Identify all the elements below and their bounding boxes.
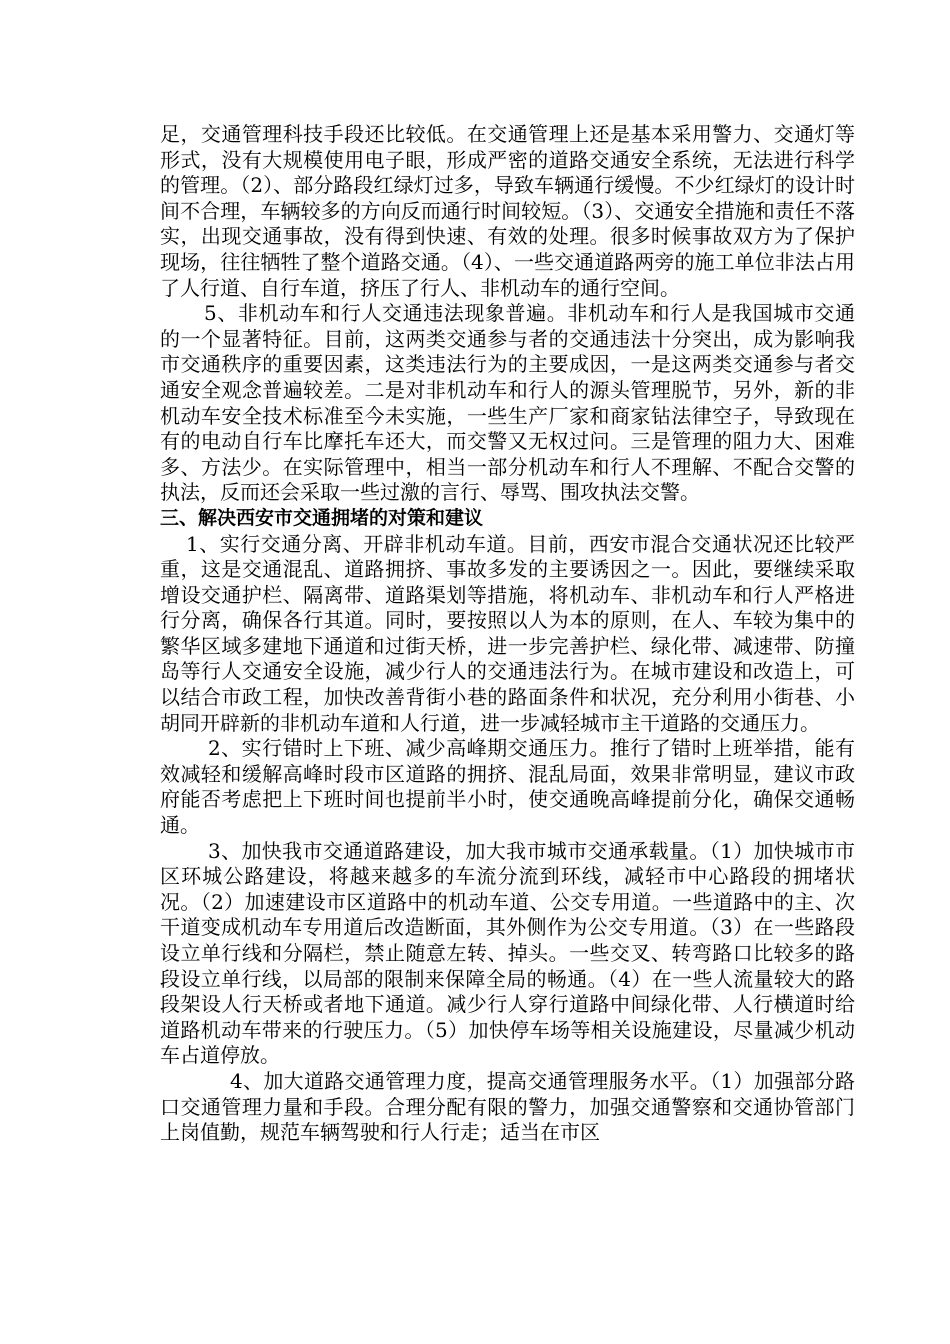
paragraph-traffic-management-issues: 足，交通管理科技手段还比较低。在交通管理上还是基本采用警力、交通灯等形式，没有大规模使用电子眼，形成严密的道路交通安全系统，无法进行科学的管理。（2）、部分路段红绿灯过多，导致车辆通行缓慢。不少红绿灯的设计时间不合理，车辆较多的方向反而通行时间较短。（3）、交通安全措施和责任不落实，出现交通事故，没有得到快速、有效的处理。很多时候事故双方为了保护现场，往往牺牲了整个道路交通。（4）、一些交通道路两旁的施工单位非法占用了人行道、自行车道，挤压了行人、非机动车的通行空间。	[160, 122, 855, 300]
paragraph-non-motor-violations: 5、非机动车和行人交通违法现象普遍。非机动车和行人是我国城市交通的一个显著特征。目前，这两类交通参与者的交通违法十分突出，成为影响我市交通秩序的重要因素，这类违法行为的主要成因，一是这两类交通参与者交通安全观念普遍较差。二是对非机动车和行人的源头管理脱节，另外，新的非机动车安全技术标准至今未实施，一些生产厂家和商家钻法律空子，导致现在有的电动自行车比摩托车还大，而交警又无权过问。三是管理的阻力大、困难多、方法少。在实际管理中，相当一部分机动车和行人不理解、不配合交警的执法，反而还会采取一些过激的言行、辱骂、围攻执法交警。	[160, 301, 855, 505]
section-heading-solutions: 三、解决西安市交通拥堵的对策和建议	[160, 506, 484, 529]
paragraph-traffic-enforcement: 4、加大道路交通管理力度，提高交通管理服务水平。（1）加强部分路口交通管理力量和手段。合理分配有限的警力，加强交通警察和交通协管部门上岗值勤，规范车辆驾驶和行人行走；适当在市区	[160, 1068, 855, 1145]
paragraph-staggered-hours: 2、实行错时上下班、减少高峰期交通压力。推行了错时上班举措，能有效减轻和缓解高峰时段市区道路的拥挤、混乱局面，效果非常明显，建议市政府能否考虑把上下班时间也提前半小时，使交通晚高峰提前分化，确保交通畅通。	[160, 736, 855, 838]
paragraph-traffic-separation: 1、实行交通分离、开辟非机动车道。目前，西安市混合交通状况还比较严重，这是交通混乱、道路拥挤、事故多发的主要诱因之一。因此，要继续采取增设交通护栏、隔离带、道路渠划等措施，将机动车、非机动车和行人严格进行分离，确保各行其道。同时，要按照以人为本的原则，在人、车较为集中的繁华区域多建地下通道和过街天桥，进一步完善护栏、绿化带、减速带、防撞岛等行人交通安全设施，减少行人的交通违法行为。在城市建设和改造上，可以结合市政工程，加快改善背街小巷的路面条件和状况，充分利用小街巷、小胡同开辟新的非机动车道和人行道，进一步减轻城市主干道路的交通压力。	[160, 531, 855, 735]
document-page	[160, 122, 855, 1146]
paragraph-road-construction: 3、加快我市交通道路建设，加大我市城市交通承载量。（1）加快城市市区环城公路建设，将越来越多的车流分流到环线，减轻市中心路段的拥堵状况。（2）加速建设市区道路中的机动车道、公交专用道。一些道路中的主、次干道变成机动车专用道后改造断面，其外侧作为公交专用道。（3）在一些路段设立单行线和分隔栏，禁止随意左转、掉头。一些交叉、转弯路口比较多的路段设立单行线，以局部的限制来保障全局的畅通。（4）在一些人流量较大的路段架设人行天桥或者地下通道。减少行人穿行道路中间绿化带、人行横道时给道路机动车带来的行驶压力。（5）加快停车场等相关设施建设，尽量减少机动车占道停放。	[160, 838, 855, 1068]
